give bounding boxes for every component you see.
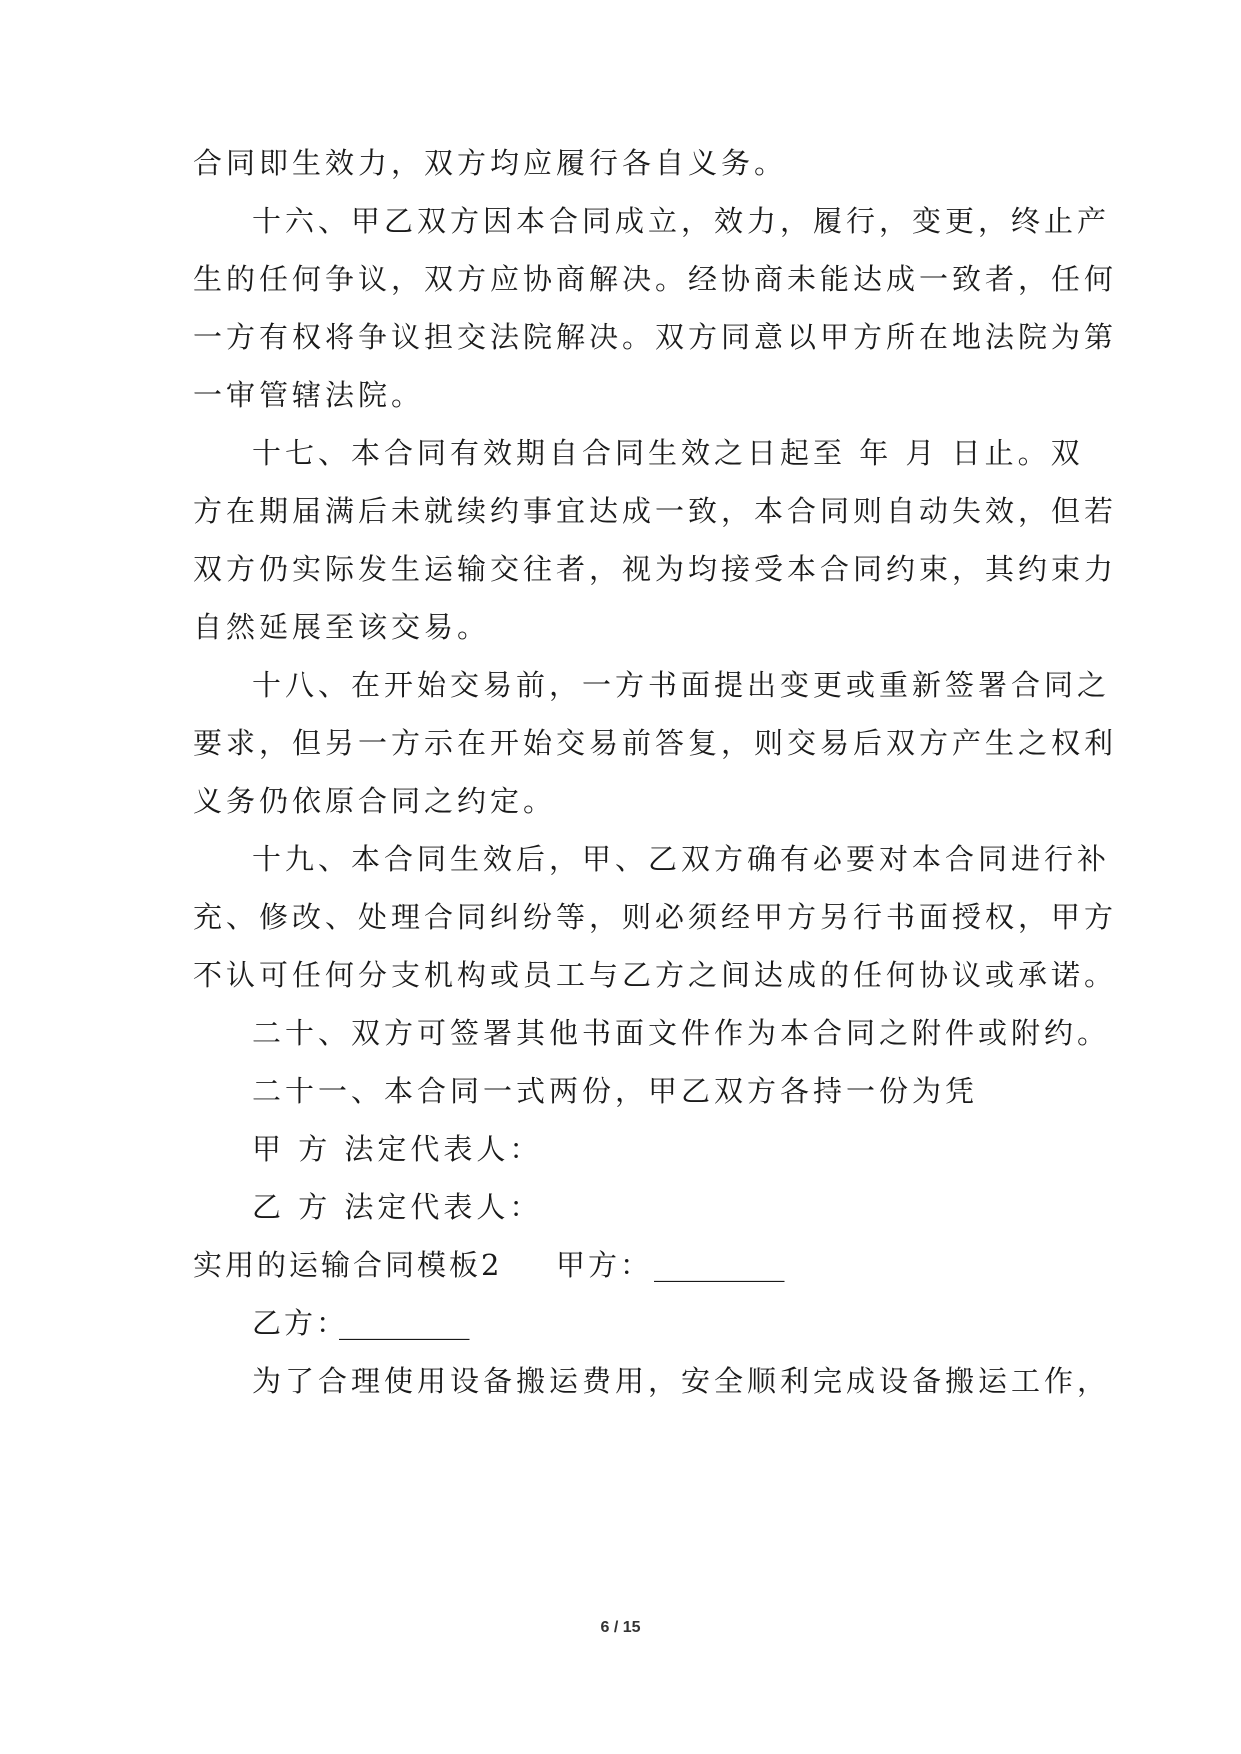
- clause-18-line: 十八、在开始交易前，一方书面提出变更或重新签署合同之: [252, 668, 1111, 702]
- clause-16-line: 一审管辖法院。: [193, 378, 425, 412]
- template2-title: 实用的运输合同模板2: [193, 1248, 503, 1282]
- clause-21-line: 二十一、本合同一式两份，甲乙双方各持一份为凭: [252, 1074, 979, 1108]
- clause-18-line: 要求，但另一方示在开始交易前答复，则交易后双方产生之权利: [193, 726, 1118, 760]
- clause-17-line: 十七、本合同有效期自合同生效之日起至 年 月 日止。双: [252, 436, 1084, 470]
- clause-16-line: 十六、甲乙双方因本合同成立，效力，履行，变更，终止产: [252, 204, 1111, 238]
- clause-19-line: 不认可任何分支机构或员工与乙方之间达成的任何协议或承诺。: [193, 958, 1118, 992]
- template2-heading-row: [193, 1243, 1073, 1287]
- template2-party-a-label: 甲方：: [556, 1248, 653, 1282]
- clause-17-line: 方在期届满后未就续约事宜达成一致，本合同则自动失效，但若: [193, 494, 1118, 528]
- signature-party-b: 乙 方 法定代表人：: [252, 1190, 543, 1224]
- page-number: 6 / 15: [600, 1619, 641, 1636]
- template2-intro: 为了合理使用设备搬运费用，安全顺利完成设备搬运工作，: [252, 1364, 1111, 1398]
- template2-party-b-blank: _________: [339, 1306, 470, 1340]
- clause-19-line: 充、修改、处理合同纠纷等，则必须经甲方另行书面授权，甲方: [193, 900, 1118, 934]
- clause-19-line: 十九、本合同生效后，甲、乙双方确有必要对本合同进行补: [252, 842, 1111, 876]
- clause-17-line: 双方仍实际发生运输交往者，视为均接受本合同约束，其约束力: [193, 552, 1118, 586]
- clause-18-line: 义务仍依原合同之约定。: [193, 784, 557, 818]
- clause-20-line: 二十、双方可签署其他书面文件作为本合同之附件或附约。: [252, 1016, 1111, 1050]
- template2-party-b-label: 乙方：: [252, 1306, 349, 1340]
- template2-party-a-blank: _________: [654, 1248, 785, 1282]
- clause-16-line: 生的任何争议，双方应协商解决。经协商未能达成一致者，任何: [193, 262, 1118, 296]
- template2-party-b-row: [252, 1301, 470, 1345]
- clause-17-line: 自然延展至该交易。: [193, 610, 491, 644]
- paragraph-line: 合同即生效力，双方均应履行各自义务。: [193, 146, 788, 180]
- clause-16-line: 一方有权将争议担交法院解决。双方同意以甲方所在地法院为第: [193, 320, 1118, 354]
- signature-party-a: 甲 方 法定代表人：: [252, 1132, 543, 1166]
